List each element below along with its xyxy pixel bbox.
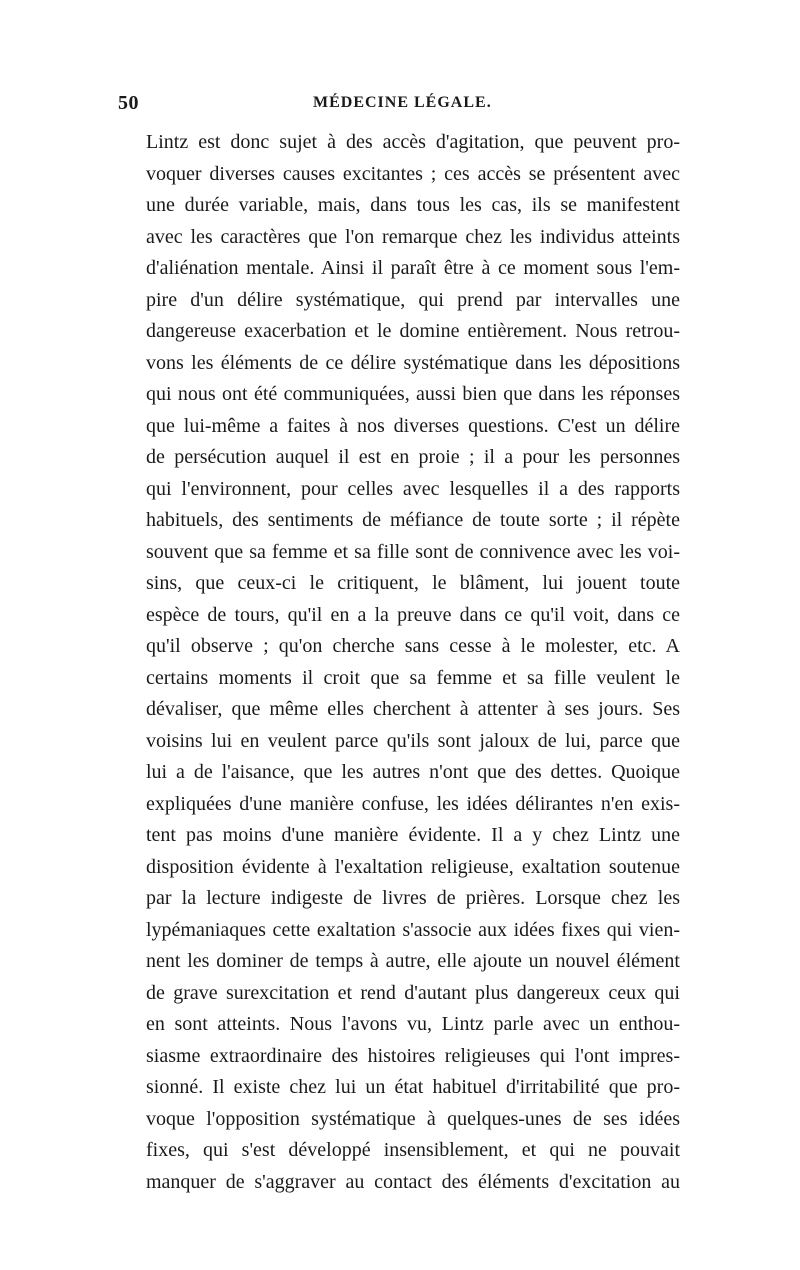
running-head <box>118 92 678 120</box>
text-line: manquer de s'aggraver au contact des éléments d'excitation au <box>146 1170 680 1193</box>
text-line: en sont atteints. Nous l'avons vu, Lintz parle avec un enthou- <box>146 1013 680 1035</box>
text-line: nent les dominer de temps à autre, elle ajoute un nouvel élément <box>146 950 680 972</box>
text-line: d'aliénation mentale. Ainsi il paraît être à ce moment sous l'em- <box>146 257 680 279</box>
text-line: que lui-même a faites à nos diverses questions. C'est un délire <box>146 414 680 437</box>
text-line: certains moments il croit que sa femme et sa fille veulent le <box>146 666 680 689</box>
text-line: avec les caractères que l'on remarque chez les individus atteints <box>146 225 680 248</box>
text-line: de persécution auquel il est en proie ; il a pour les personnes <box>146 446 680 468</box>
text-line: de grave surexcitation et rend d'autant plus dangereux ceux qui <box>146 981 680 1004</box>
text-line: Lintz est donc sujet à des accès d'agitation, que peuvent pro- <box>146 131 680 153</box>
text-line: disposition évidente à l'exaltation religieuse, exaltation soutenue <box>146 855 680 878</box>
text-line: dévaliser, que même elles cherchent à attenter à ses jours. Ses <box>146 698 680 720</box>
text-line: lui a de l'aisance, que les autres n'ont que des dettes. Quoique <box>146 761 680 783</box>
text-line: qu'il observe ; qu'on cherche sans cesse à le molester, etc. A <box>146 635 680 657</box>
text-line: fixes, qui s'est développé insensiblement, et qui ne pouvait <box>146 1139 680 1161</box>
text-line: espèce de tours, qu'il en a la preuve dans ce qu'il voit, dans ce <box>146 603 680 626</box>
text-line: habituels, des sentiments de méfiance de toute sorte ; il répète <box>146 509 680 531</box>
text-line: qui l'environnent, pour celles avec lesquelles il a des rapports <box>146 477 680 500</box>
page-number: 50 <box>118 92 139 114</box>
text-line: pire d'un délire systématique, qui prend par intervalles une <box>146 288 680 311</box>
text-line: voque l'opposition systématique à quelques-unes de ses idées <box>146 1107 680 1130</box>
text-line: sins, que ceux-ci le critiquent, le blâment, lui jouent toute <box>146 572 680 594</box>
text-line: sionné. Il existe chez lui un état habituel d'irritabilité que pro- <box>146 1076 680 1098</box>
text-line: qui nous ont été communiquées, aussi bien que dans les réponses <box>146 383 680 405</box>
text-line: lypémaniaques cette exaltation s'associe aux idées fixes qui vien- <box>146 918 680 941</box>
running-title: MÉDECINE LÉGALE. <box>313 94 492 111</box>
text-line: dangereuse exacerbation et le domine entièrement. Nous retrou- <box>146 320 680 342</box>
text-line: siasme extraordinaire des histoires religieuses qui l'ont impres- <box>146 1044 680 1067</box>
text-line: voquer diverses causes excitantes ; ces accès se présentent avec <box>146 162 680 185</box>
text-line: une durée variable, mais, dans tous les cas, ils se manifestent <box>146 194 680 216</box>
text-line: tent pas moins d'une manière évidente. Il a y chez Lintz une <box>146 824 680 846</box>
text-line: expliquées d'une manière confuse, les idées délirantes n'en exis- <box>146 792 680 815</box>
text-line: voisins lui en veulent parce qu'ils sont jaloux de lui, parce que <box>146 729 680 752</box>
body-paragraph <box>146 127 680 1198</box>
text-line: souvent que sa femme et sa fille sont de connivence avec les voi- <box>146 540 680 563</box>
text-line: par la lecture indigeste de livres de prières. Lorsque chez les <box>146 887 680 909</box>
text-line: vons les éléments de ce délire systématique dans les dépositions <box>146 351 680 374</box>
